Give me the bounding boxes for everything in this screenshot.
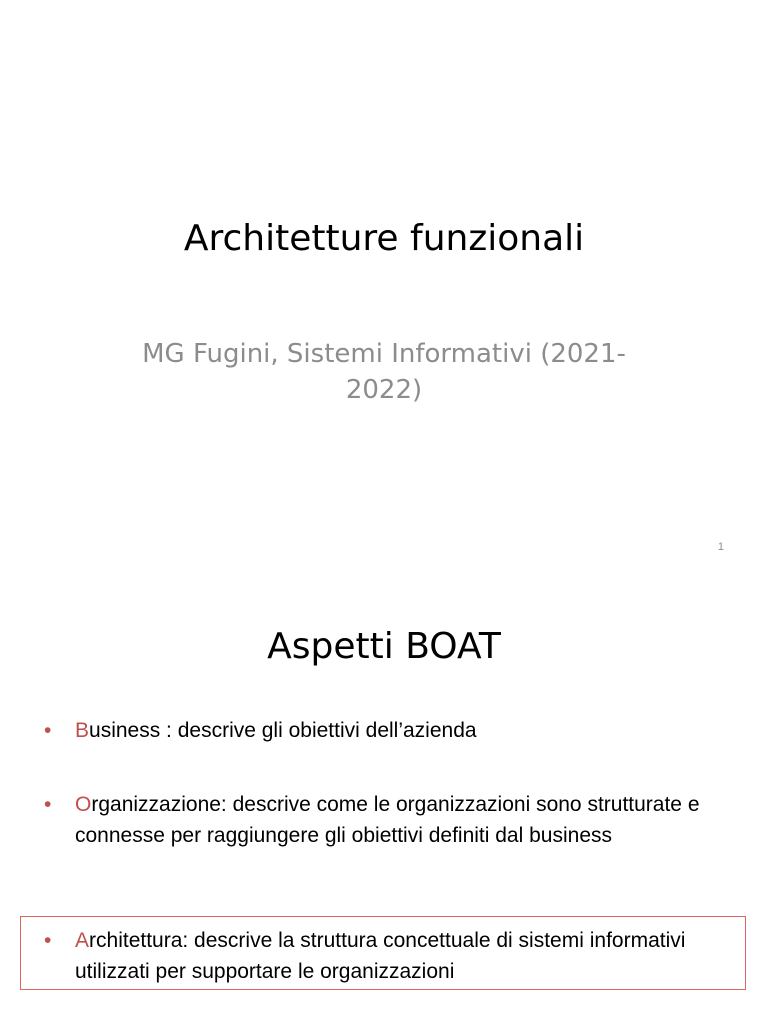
bullet-dot-icon: • — [44, 793, 52, 816]
bullet-initial: O — [75, 793, 92, 816]
bullet-dot-icon: • — [44, 929, 52, 952]
bullet-rest: usiness : descrive gli obiettivi dell’azienda — [89, 719, 477, 742]
bullet-text — [75, 715, 724, 746]
page-number: 1 — [717, 541, 724, 553]
subtitle-line-2: 2022) — [345, 375, 423, 405]
bullet-dot-icon: • — [44, 719, 52, 742]
slide-2 — [0, 576, 768, 1024]
bullet-item-business — [44, 715, 724, 746]
slide-title: Architetture funzionali — [183, 218, 585, 259]
bullet-item-architettura — [44, 925, 724, 987]
slide-subtitle — [104, 336, 664, 408]
bullet-initial: B — [75, 719, 90, 742]
bullet-rest: rganizzazione: descrive come le organizzazioni sono strutturate e connesse per raggiungere gli obiettivi definiti dal business — [75, 793, 700, 847]
bullet-text — [75, 925, 724, 987]
bullet-item-organizzazione — [44, 789, 724, 851]
slide-title: Aspetti BOAT — [267, 626, 501, 667]
bullet-initial: A — [75, 929, 90, 952]
bullet-rest: rchitettura: descrive la struttura concettuale di sistemi informativi utilizzati per supportare le organizzazioni — [75, 929, 686, 983]
bullet-text — [75, 789, 724, 851]
subtitle-line-1: MG Fugini, Sistemi Informativi (2021- — [142, 339, 626, 369]
